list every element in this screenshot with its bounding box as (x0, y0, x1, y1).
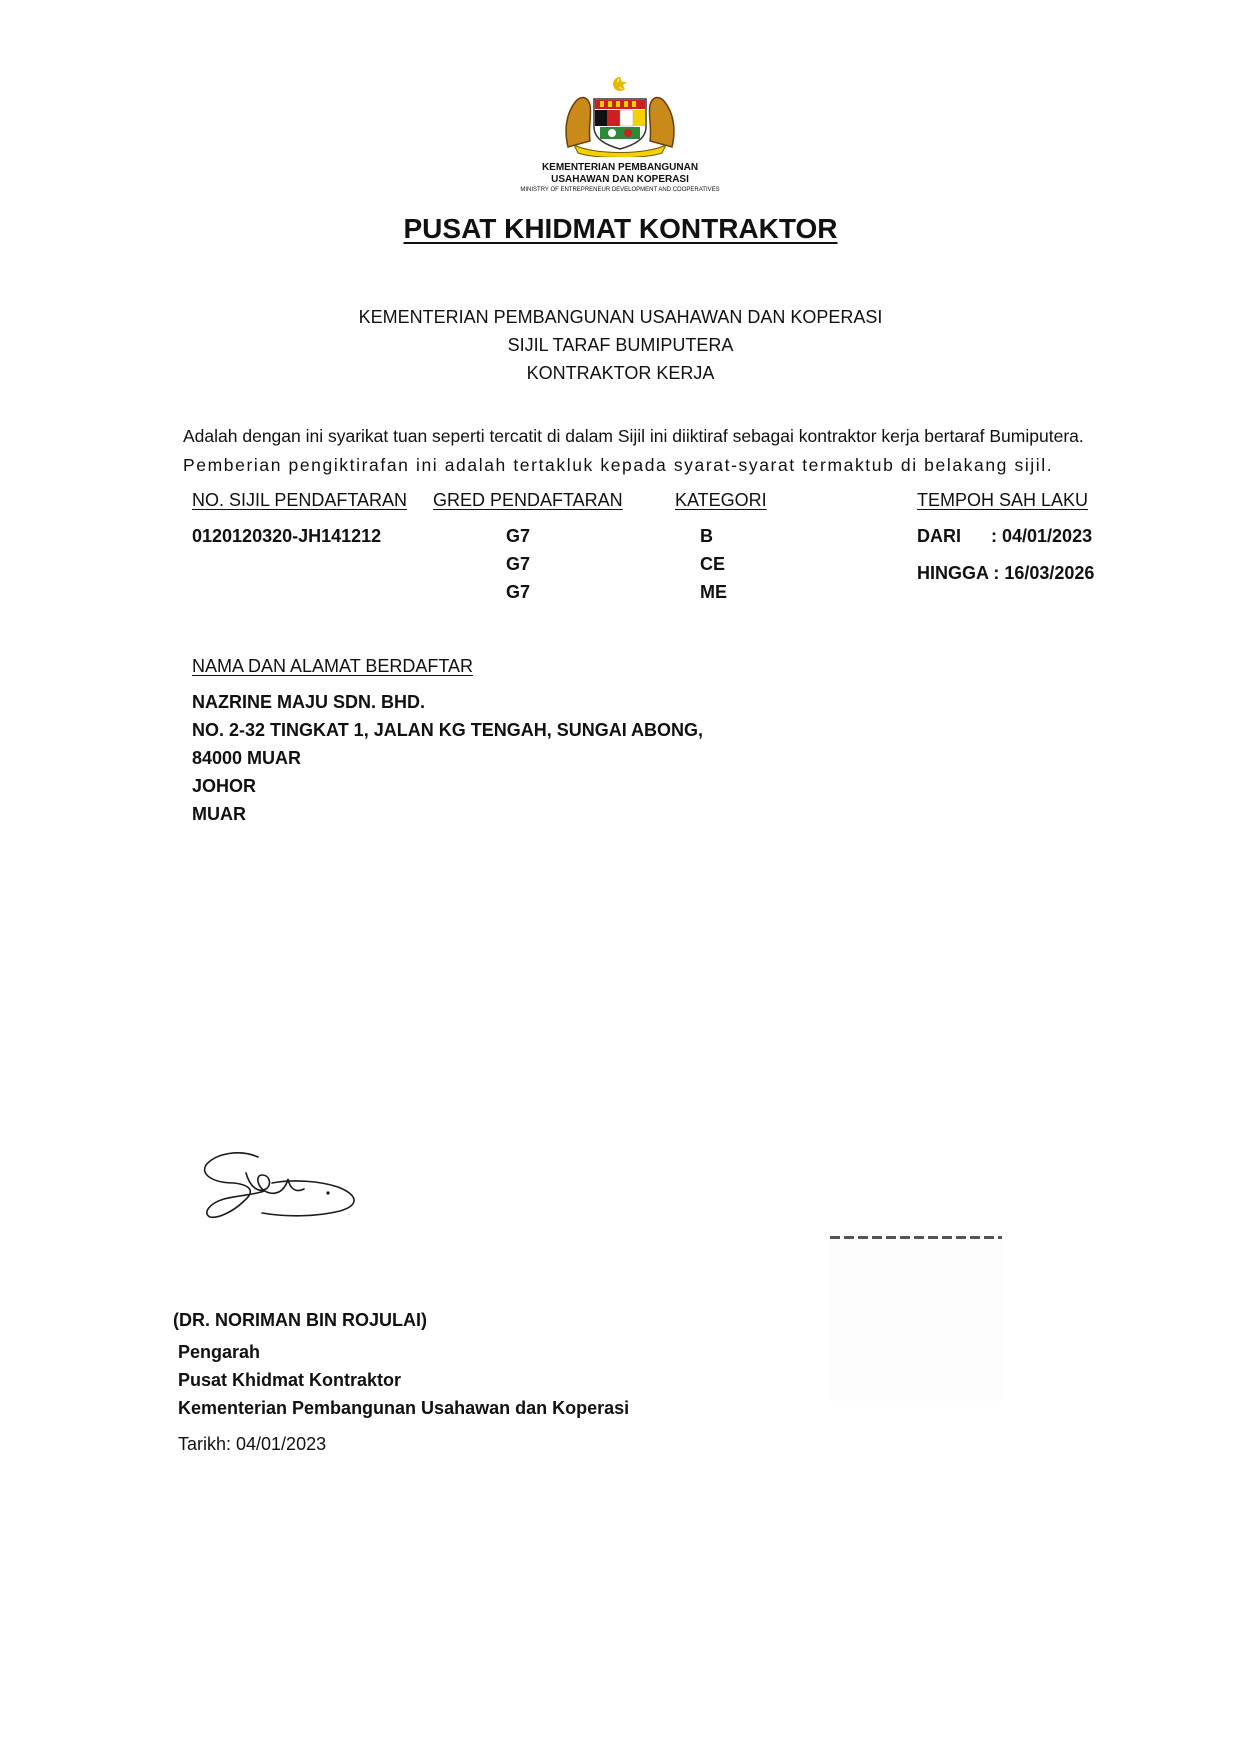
crest-ministry-line3: MINISTRY OF ENTREPRENEUR DEVELOPMENT AND COOPERATIVES (520, 187, 720, 193)
grade-value: G7 (506, 554, 531, 574)
address-line: NAZRINE MAJU SDN. BHD. (192, 692, 426, 712)
category-value: ME (700, 582, 727, 602)
category-value: B (700, 526, 713, 546)
validity-from: DARI : 04/01/2023 (917, 526, 1093, 546)
redacted-stamp (830, 1236, 1002, 1401)
address-line: MUAR (192, 804, 246, 824)
header-contractor-type: KONTRAKTOR KERJA (526, 363, 715, 383)
header-ministry: KEMENTERIAN PEMBANGUNAN USAHAWAN DAN KOPERASI (358, 307, 883, 327)
validity-to: HINGGA : 16/03/2026 (917, 563, 1095, 583)
address-line: JOHOR (192, 776, 257, 796)
signatory-department: Pusat Khidmat Kontraktor (178, 1370, 402, 1390)
signature-icon (200, 1143, 365, 1231)
address-heading: NAMA DAN ALAMAT BERDAFTAR (192, 656, 474, 676)
header-cert-no: NO. SIJIL PENDAFTARAN (192, 490, 408, 510)
signatory-ministry: Kementerian Pembangunan Usahawan dan Koperasi (178, 1398, 630, 1418)
grade-value: G7 (506, 526, 531, 546)
address-line: 84000 MUAR (192, 748, 302, 768)
issue-date: Tarikh: 04/01/2023 (178, 1434, 327, 1454)
cert-number: 0120120320-JH141212 (192, 526, 382, 546)
category-value: CE (700, 554, 726, 574)
statement-line1: Adalah dengan ini syarikat tuan seperti tercatit di dalam Sijil ini diiktiraf sebagai kontraktor kerja bertaraf Bumiputera. (183, 426, 1084, 446)
address-line: NO. 2-32 TINGKAT 1, JALAN KG TENGAH, SUNGAI ABONG, (192, 720, 704, 740)
header-certificate-type: SIJIL TARAF BUMIPUTERA (507, 335, 734, 355)
header-validity: TEMPOH SAH LAKU (917, 490, 1089, 510)
crest-ministry-line2: USAHAWAN DAN KOPERASI (551, 174, 689, 185)
header-category: KATEGORI (675, 490, 767, 510)
grade-value: G7 (506, 582, 531, 602)
signatory-name: (DR. NORIMAN BIN ROJULAI) (173, 1310, 427, 1330)
signatory-position: Pengarah (178, 1342, 261, 1362)
statement-line2: Pemberian pengiktirafan ini adalah tertakluk kepada syarat-syarat termaktub di belakang sijil. (183, 455, 1054, 475)
page-title: PUSAT KHIDMAT KONTRAKTOR (403, 213, 838, 244)
header-grade: GRED PENDAFTARAN (433, 490, 623, 510)
malaysia-coat-of-arms-icon (560, 75, 680, 157)
crest-ministry-line1: KEMENTERIAN PEMBANGUNAN (541, 162, 699, 173)
